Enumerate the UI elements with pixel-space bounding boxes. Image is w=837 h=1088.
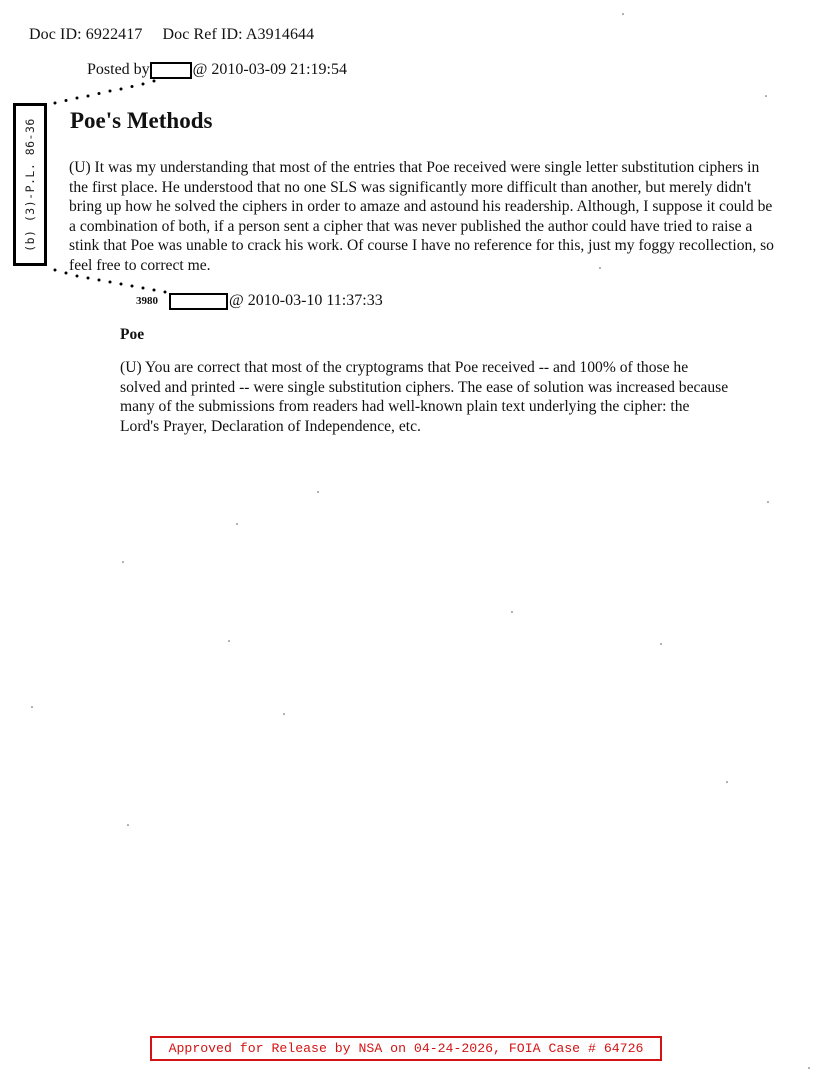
release-approval-text: Approved for Release by NSA on 04-24-2026, FOIA Case # 64726: [168, 1041, 644, 1056]
posted-by-label: Posted by: [87, 61, 150, 78]
release-approval-stamp: [150, 1036, 662, 1061]
doc-id: Doc ID: 6922417: [29, 26, 143, 43]
post2-subject: Poe: [120, 326, 145, 343]
post1-body: (U) It was my understanding that most of the entries that Poe received were single letter substitution ciphers in the first place. He understood that no one SLS was significantly more difficult than another, but merely didn't bring up how he solved the ciphers in order to amaze and astound his readership. Although, I suppose it could be a combination of both, if a person sent a cipher that was never published the author could have tried to raise a stink that Poe was unable to crack his work. Of course I have no reference for this, just my foggy recollection, so feel free to correct me.: [69, 159, 774, 274]
post2-author-number: 3980: [136, 295, 158, 307]
exemption-stamp-text: (b) (3)-P.L. 86-36: [23, 117, 37, 252]
post2-timestamp: @ 2010-03-10 11:37:33: [229, 292, 383, 309]
post2-body: (U) You are correct that most of the cryptograms that Poe received -- and 100% of those he solved and printed -- were single substitution ciphers. The ease of solution was increased because many of the submissions from readers had well-known plain text underlying the cipher: the Lord's Prayer, Declaration of Independence, etc.: [120, 359, 729, 435]
post1-title: Poe's Methods: [70, 108, 213, 133]
post1-timestamp: @ 2010-03-09 21:19:54: [192, 61, 347, 78]
doc-ref-id: Doc Ref ID: A3914644: [162, 26, 315, 43]
